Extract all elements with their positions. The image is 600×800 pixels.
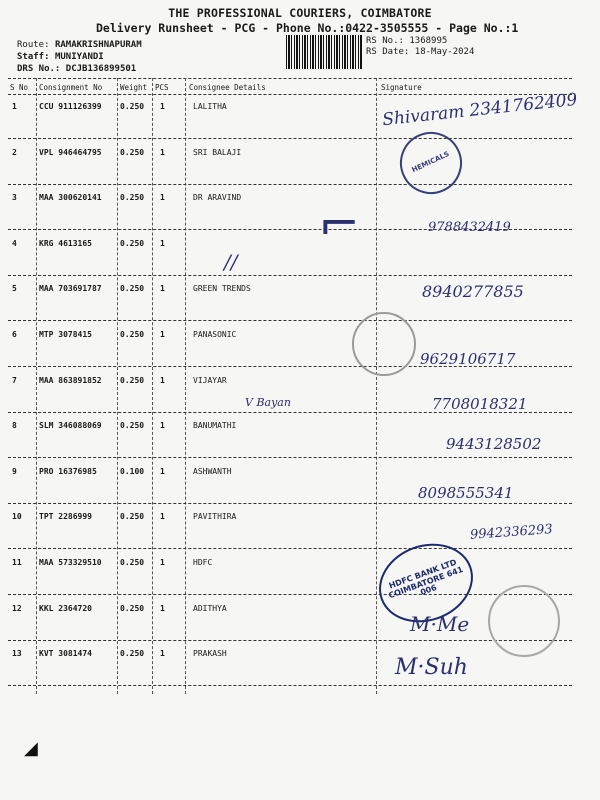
scribble-4: //	[224, 250, 238, 274]
row-divider	[8, 640, 572, 641]
col-rule	[152, 78, 153, 694]
row-sno: 1	[12, 102, 17, 111]
row-pcs: 1	[160, 330, 165, 339]
row-divider	[8, 503, 572, 504]
row-pcs: 1	[160, 375, 165, 385]
row-sno: 12	[12, 603, 22, 613]
stamp-11-text: HDFC BANK LTD COIMBATORE 641 006	[387, 557, 465, 600]
row-consignment-no: PRO 16376985	[39, 466, 97, 476]
header-rule	[8, 94, 572, 95]
row-consignee: PRAKASH	[193, 649, 227, 659]
row-pcs: 1	[160, 147, 165, 157]
row-consignment-no: CCU 911126399	[39, 102, 102, 111]
runsheet-title: Delivery Runsheet - PCG - Phone No.:0422-3505555 - Page No.:1	[96, 21, 519, 35]
row-consignee: ASHWANTH	[193, 466, 232, 476]
row-pcs: 1	[160, 603, 165, 613]
drs-line	[17, 64, 136, 74]
row-sno: 3	[12, 193, 17, 203]
col-header-weight: Weight	[120, 83, 148, 92]
row-divider	[8, 275, 572, 276]
row-sno: 7	[12, 375, 17, 385]
signature-12: M·Me	[410, 612, 470, 636]
route-line	[17, 40, 142, 50]
drs-label: DRS No.:	[17, 64, 61, 74]
row-consignee: PAVITHIRA	[193, 512, 237, 522]
row-consignment-no: KKL 2364720	[39, 603, 92, 613]
rs-date-label: RS Date:	[366, 47, 410, 57]
row-consignment-no: MAA 300620141	[39, 193, 102, 203]
col-rule	[376, 78, 377, 694]
row-consignee: BANUMATHI	[193, 421, 237, 431]
row-weight: 0.250	[120, 147, 145, 157]
stamp-2-text: HEMICALS	[410, 150, 451, 175]
stamp-6	[352, 312, 416, 376]
row-sno: 4	[12, 238, 17, 248]
col-rule	[117, 78, 118, 694]
row-consignment-no: MTP 3078415	[39, 330, 92, 339]
rs-no-line	[366, 36, 447, 46]
row-sno: 8	[12, 421, 17, 431]
row-divider	[8, 184, 572, 185]
row-consignment-no: VPL 946464795	[39, 147, 102, 157]
signature-10: 9942336293	[469, 522, 554, 543]
row-consignee: VIJAYAR	[193, 375, 227, 385]
row-consignee: LALITHA	[193, 102, 227, 111]
stamp-12	[488, 585, 560, 657]
signature-9: 8098555341	[418, 484, 514, 502]
row-weight: 0.100	[120, 466, 145, 476]
route-value: RAMAKRISHNAPURAM	[54, 40, 142, 50]
row-pcs: 1	[160, 466, 165, 476]
scribble-3: ⌐	[318, 195, 360, 253]
row-weight: 0.250	[120, 375, 145, 385]
rs-date-value: 18-May-2024	[414, 47, 475, 57]
col-header-sno: S No	[10, 83, 29, 92]
row-divider	[8, 138, 572, 139]
row-weight: 0.250	[120, 238, 145, 248]
row-sno: 11	[12, 558, 22, 567]
handwritten-name-7: V Bayan	[245, 396, 291, 409]
row-consignment-no: KRG 4613165	[39, 238, 92, 248]
col-rule	[36, 78, 37, 694]
row-weight: 0.250	[120, 421, 145, 431]
row-divider	[8, 594, 572, 595]
row-pcs: 1	[160, 284, 165, 294]
staff-line	[17, 52, 104, 62]
row-pcs: 1	[160, 421, 165, 431]
table-top-rule	[8, 78, 572, 79]
rs-date-line	[366, 47, 474, 57]
row-weight: 0.250	[120, 649, 145, 659]
row-consignee: HDFC	[193, 558, 213, 567]
signature-13: M·Suh	[395, 655, 468, 680]
row-pcs: 1	[160, 558, 165, 567]
row-divider	[8, 548, 572, 549]
row-sno: 10	[12, 512, 22, 522]
row-sno: 5	[12, 284, 17, 294]
signature-3: 9788432419	[428, 220, 511, 235]
row-divider	[8, 320, 572, 321]
row-consignee: GREEN TRENDS	[193, 284, 251, 294]
drs-value: DCJB136899501	[65, 64, 137, 74]
col-header-consignment: Consignment No	[39, 83, 103, 92]
row-consignment-no: MAA 573329510	[39, 558, 102, 567]
staff-value: MUNIYANDI	[54, 52, 104, 62]
row-consignment-no: SLM 346088069	[39, 421, 102, 431]
row-divider	[8, 457, 572, 458]
row-weight: 0.250	[120, 558, 145, 567]
row-sno: 2	[12, 147, 17, 157]
col-header-consignee: Consignee Details	[189, 83, 266, 92]
company-title: THE PROFESSIONAL COURIERS, COIMBATORE	[168, 6, 432, 20]
row-weight: 0.250	[120, 512, 145, 522]
route-label: Route:	[17, 40, 50, 50]
rs-no-label: RS No.:	[366, 36, 404, 46]
row-consignment-no: MAA 863891852	[39, 375, 102, 385]
rs-no-value: 1368995	[409, 36, 448, 46]
stamp-2	[390, 122, 472, 204]
signature-6: 9629106717	[420, 350, 516, 368]
row-weight: 0.250	[120, 603, 145, 613]
col-header-pcs: PCS	[155, 83, 169, 92]
row-weight: 0.250	[120, 330, 145, 339]
row-sno: 13	[12, 649, 22, 659]
barcode	[286, 35, 362, 69]
row-sno: 9	[12, 466, 17, 476]
row-consignee: SRI BALAJI	[193, 147, 242, 157]
row-consignment-no: TPT 2286999	[39, 512, 92, 522]
ink-mark: ◢	[24, 738, 38, 759]
row-weight: 0.250	[120, 193, 145, 203]
signature-7: 7708018321	[432, 395, 528, 413]
staff-label: Staff:	[17, 52, 50, 62]
signature-8: 9443128502	[446, 435, 542, 453]
row-pcs: 1	[160, 238, 165, 248]
row-pcs: 1	[160, 193, 165, 203]
row-consignee: ADITHYA	[193, 603, 227, 613]
signature-5: 8940277855	[422, 282, 524, 301]
row-sno: 6	[12, 330, 17, 339]
row-consignee: DR ARAVIND	[193, 193, 242, 203]
row-weight: 0.250	[120, 102, 145, 111]
row-pcs: 1	[160, 102, 165, 111]
col-header-signature: Signature	[381, 83, 422, 92]
row-weight: 0.250	[120, 284, 145, 294]
col-rule	[185, 78, 186, 694]
row-pcs: 1	[160, 649, 165, 659]
row-pcs: 1	[160, 512, 165, 522]
signature-1: Shivaram 2341762409	[381, 89, 579, 131]
row-consignment-no: KVT 3081474	[39, 649, 92, 659]
row-consignment-no: MAA 703691787	[39, 284, 102, 294]
row-consignee: PANASONIC	[193, 330, 237, 339]
row-divider	[8, 685, 572, 686]
